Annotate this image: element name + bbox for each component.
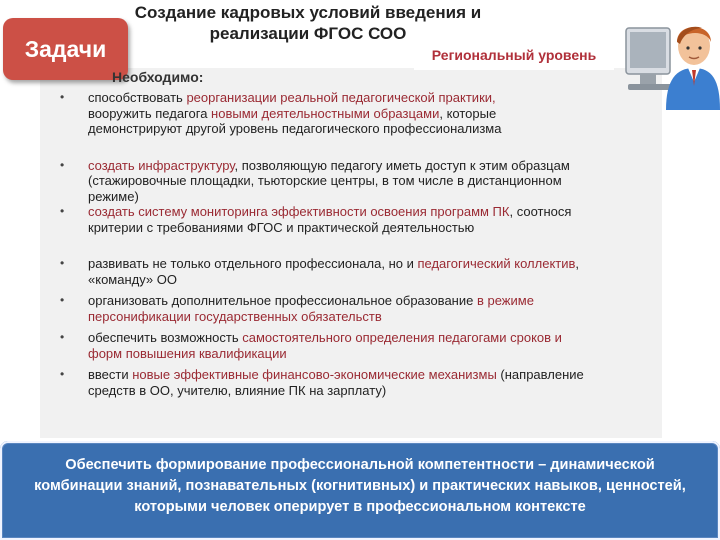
text: развивать не только отдельного профессионала, но и (88, 256, 418, 271)
text: организовать дополнительное профессиональное образование (88, 293, 477, 308)
text-accent: педагогический коллектив (417, 256, 576, 271)
summary-text (0, 455, 720, 518)
text-accent: в режиме (476, 293, 534, 308)
text: (направление (496, 367, 584, 382)
title-line-2: реализации ФГОС СОО (209, 24, 407, 43)
summary-line-3: которыми человек оперирует в профессиональном контексте (134, 499, 586, 515)
list-item (60, 256, 660, 287)
text: «команду» ОО (88, 271, 177, 287)
list-item (60, 204, 660, 235)
regional-level-label: Региональный уровень (414, 40, 614, 70)
text: ввести (88, 367, 133, 382)
bullet-dot: • (60, 90, 65, 104)
section-heading: Необходимо: (112, 69, 204, 85)
slide-title (130, 2, 486, 44)
title-line-1: Создание кадровых условий введения и (134, 3, 482, 22)
bullet-dot: • (60, 204, 65, 218)
text: вооружить педагога (88, 105, 212, 121)
text: демонстрируют другой уровень педагогического профессионализма (88, 121, 502, 136)
list-item (60, 367, 660, 398)
list-item (60, 90, 660, 137)
text-accent: создать инфраструктуру (88, 157, 235, 173)
text-accent: новыми деятельностными образцами (211, 105, 440, 121)
bullet-dot: • (60, 157, 65, 172)
summary-line-1: Обеспечить формирование профессиональной компетентности – динамической (65, 457, 655, 473)
task-bullet-list (60, 90, 660, 398)
bullet-dot: • (60, 256, 65, 270)
text-accent: реорганизации реальной педагогической практики, (186, 90, 496, 105)
bullet-dot: • (60, 293, 65, 307)
text: , соотнося (509, 204, 572, 219)
tasks-badge: Задачи (3, 18, 128, 80)
list-item (60, 330, 660, 361)
text-accent: новые эффективные финансово-экономические механизмы (132, 367, 497, 382)
text: , позволяющую педагогу иметь доступ к этим образцам (234, 157, 570, 173)
list-item (60, 158, 660, 205)
bullet-dot: • (60, 330, 65, 344)
list-item (60, 293, 660, 324)
text: средств в ОО, учителю, влияние ПК на зарплату) (88, 382, 387, 398)
text: критерии с требованиями ФГОС и практической деятельностью (88, 219, 475, 235)
text: , (575, 256, 580, 271)
text-accent: создать систему мониторинга эффективности освоения программ ПК (88, 204, 510, 219)
text: обеспечить возможность (88, 330, 243, 345)
text-accent: форм повышения квалификации (88, 345, 287, 361)
bullet-dot: • (60, 367, 65, 381)
text: (стажировочные площадки, тьюторские центры, в том числе в дистанционном (88, 173, 562, 188)
text: , которые (439, 105, 497, 121)
text: способствовать (88, 90, 187, 105)
text-accent: персонификации государственных обязательств (88, 308, 382, 324)
text-accent: самостоятельного определения педагогами сроков и (242, 330, 562, 345)
text: режиме) (88, 188, 139, 204)
summary-line-2: комбинации знаний, познавательных (когнитивных) и практических навыков, ценностей, (34, 478, 686, 494)
